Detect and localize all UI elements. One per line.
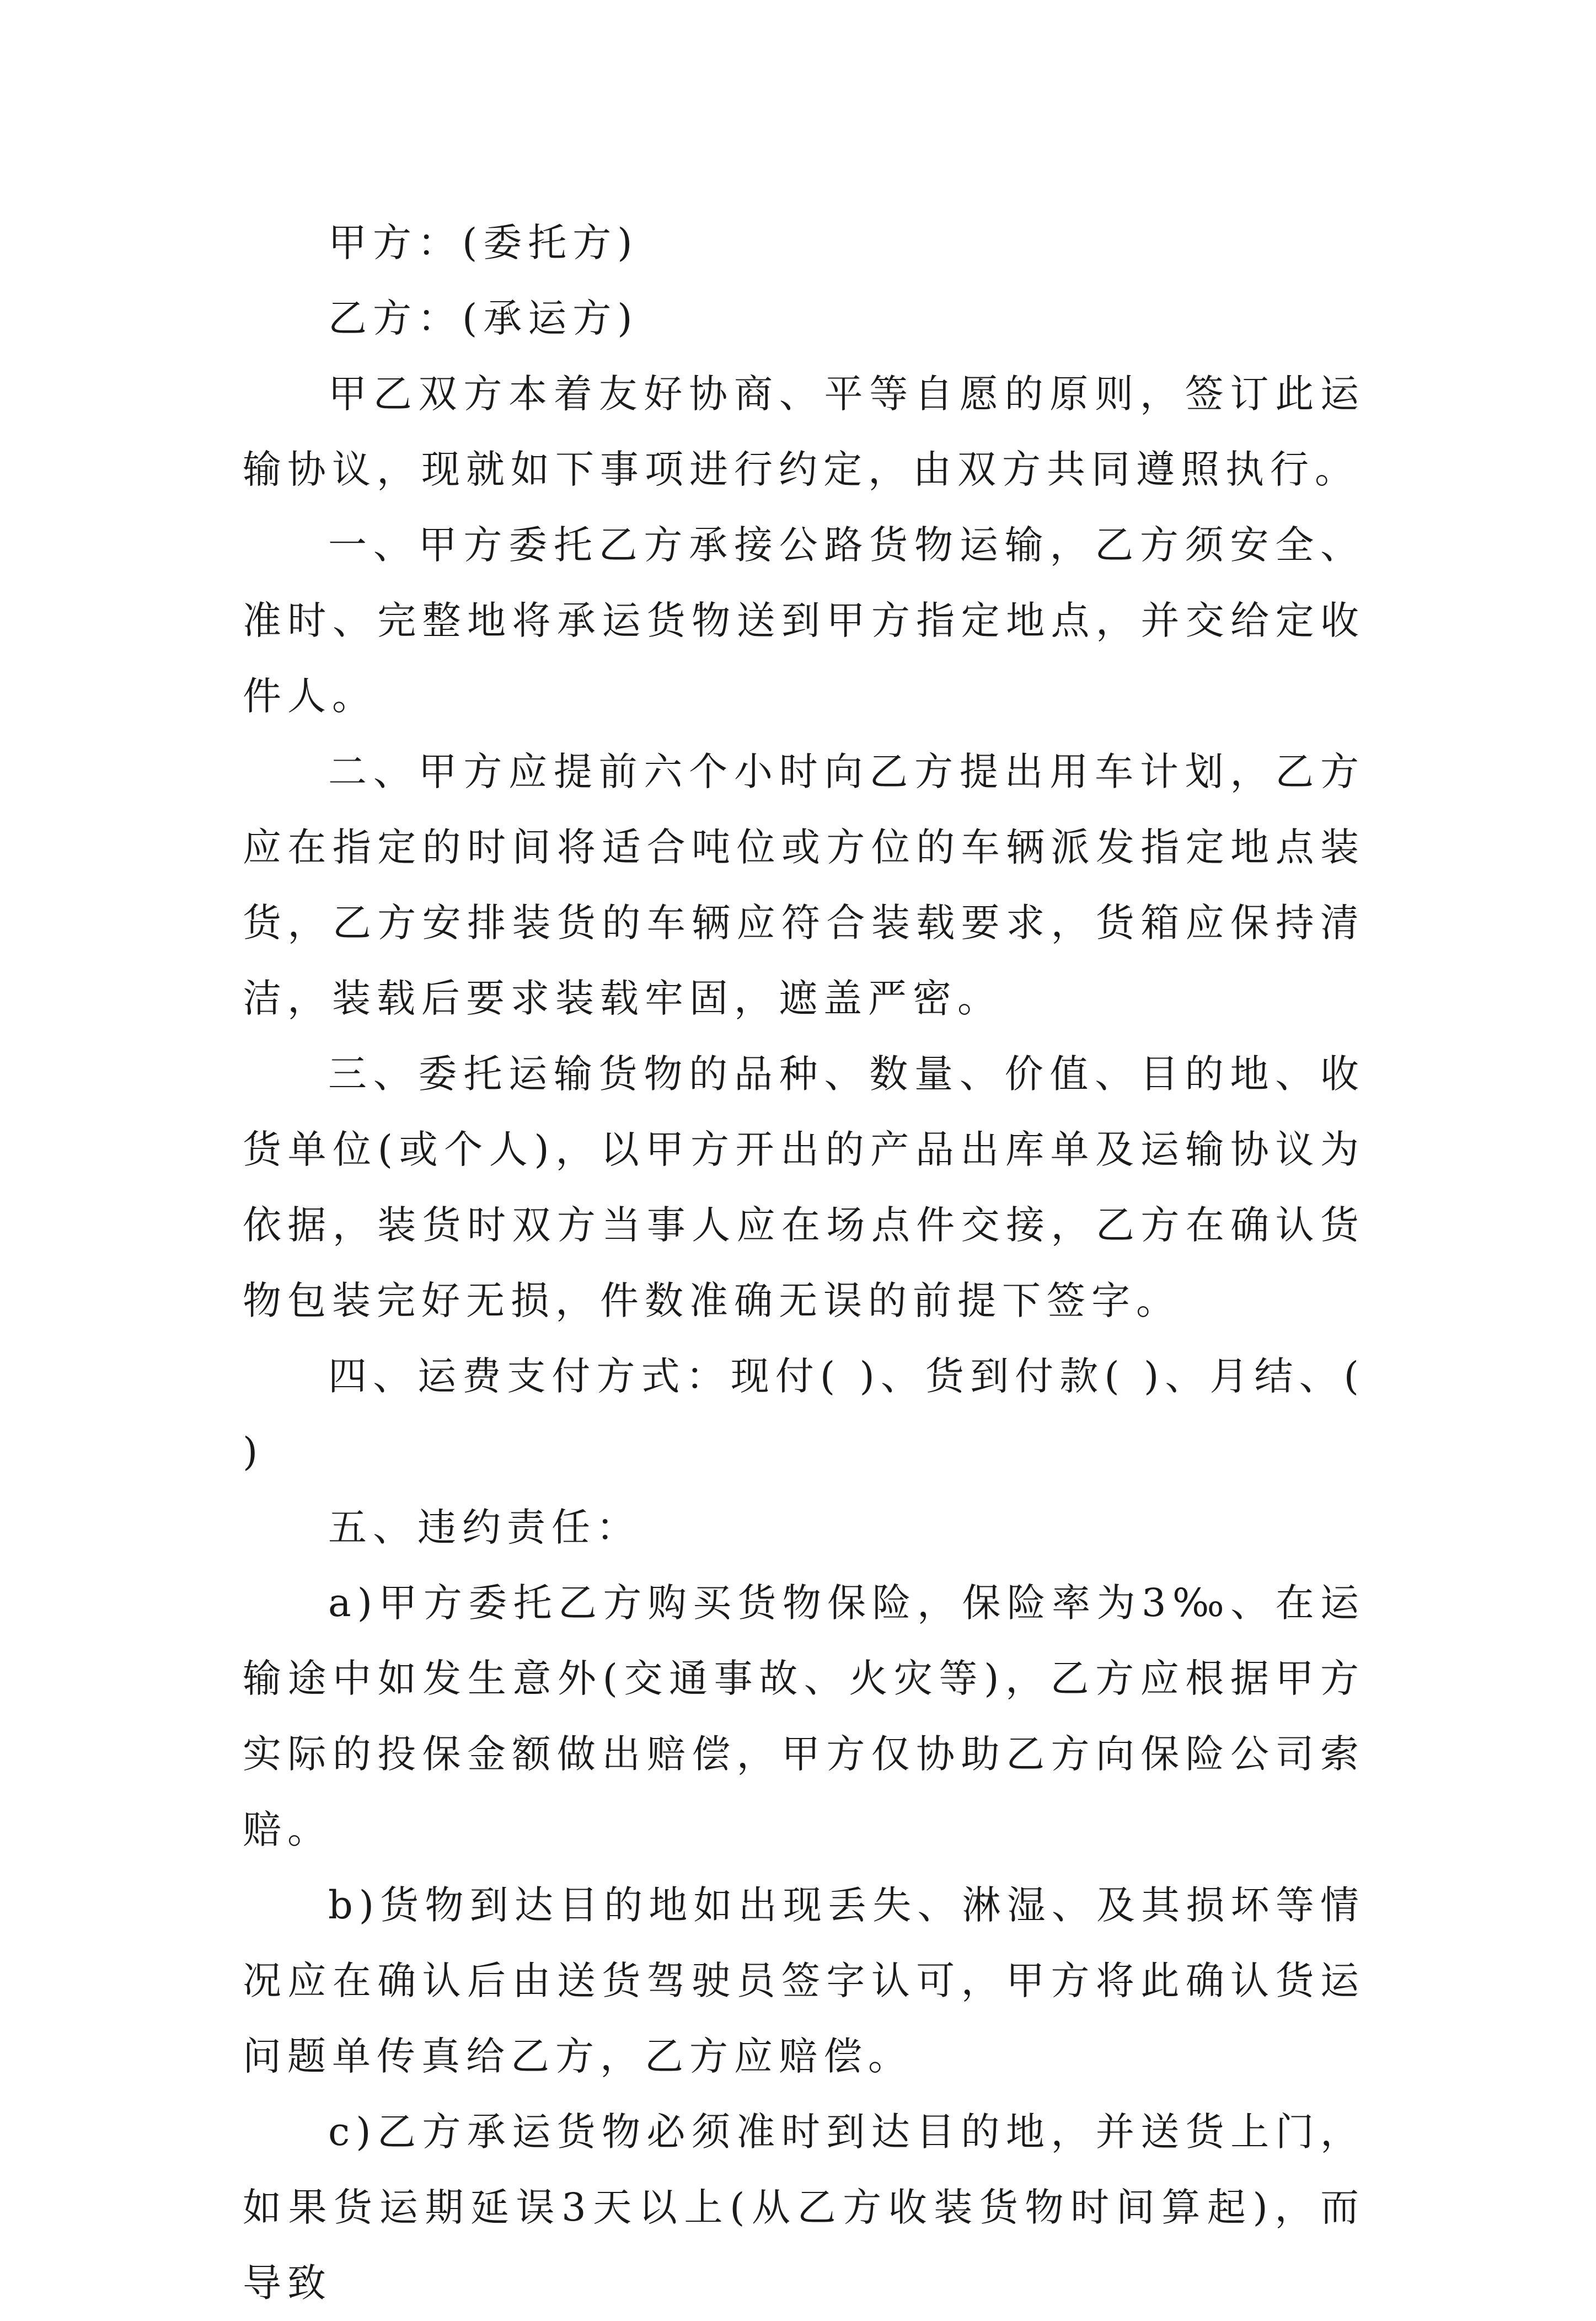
party-b-line: 乙方：(承运方)	[328, 296, 639, 341]
clause-5-heading: 五、违约责任：	[328, 1505, 641, 1550]
party-a-line: 甲方：(委托方)	[328, 220, 639, 265]
clause-2-paragraph: 二、甲方应提前六个小时向乙方提出用车计划，乙方应在指定的时间将适合吨位或方位的车辆派发指定地点装货，乙方安排装货的车辆应符合装载要求，货箱应保持清洁，装载后要求装载牢固，遮盖严密。	[243, 749, 1365, 1021]
clause-5c-paragraph: c)乙方承运货物必须准时到达目的地，并送货上门，如果货运期延误3天以上(从乙方收装货物时间算起)，而导致	[243, 2109, 1365, 2306]
clause-1-paragraph: 一、甲方委托乙方承接公路货物运输，乙方须安全、准时、完整地将承运货物送到甲方指定地点，并交给定收件人。	[243, 522, 1365, 719]
clause-5b-paragraph: b)货物到达目的地如出现丢失、淋湿、及其损坏等情况应在确认后由送货驾驶员签字认可，甲方将此确认货运问题单传真给乙方，乙方应赔偿。	[243, 1883, 1365, 2079]
preamble-paragraph: 甲乙双方本着友好协商、平等自愿的原则，签订此运输协议，现就如下事项进行约定，由双方共同遵照执行。	[243, 371, 1365, 492]
document-body	[243, 205, 1365, 2321]
clause-3-paragraph: 三、委托运输货物的品种、数量、价值、目的地、收货单位(或个人)，以甲方开出的产品出库单及运输协议为依据，装货时双方当事人应在场点件交接，乙方在确认货物包装完好无损，件数准确无误的前提下签字。	[243, 1051, 1365, 1323]
clause-5a-paragraph: a)甲方委托乙方购买货物保险，保险率为3‰、在运输途中如发生意外(交通事故、火灾等)，乙方应根据甲方实际的投保金额做出赔偿，甲方仅协助乙方向保险公司索赔。	[243, 1580, 1365, 1852]
clause-4-payment-paragraph: 四、运费支付方式：现付( )、货到付款( )、月结、( )	[243, 1354, 1365, 1474]
